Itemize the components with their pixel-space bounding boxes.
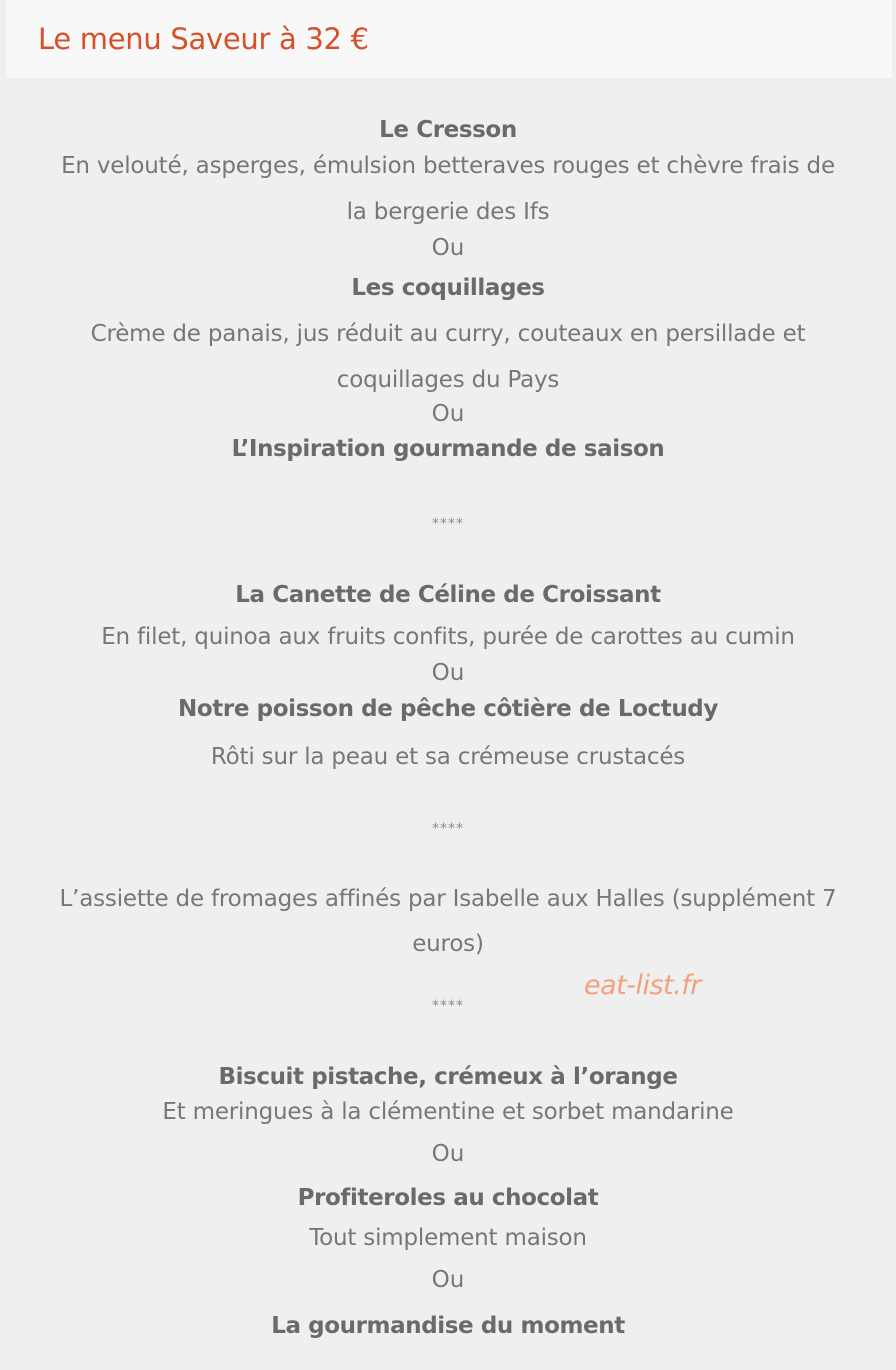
- entree-2-desc-line2: coquillages du Pays: [336, 367, 560, 393]
- course-separator: ****: [432, 516, 464, 532]
- dessert-2-desc: Tout simplement maison: [309, 1225, 587, 1251]
- plat-2-desc: Rôti sur la peau et sa crémeuse crustacés: [210, 744, 686, 770]
- entree-1-desc-line1: En velouté, asperges, émulsion betteraves rouges et chèvre frais de: [61, 153, 835, 179]
- entree-1-desc-line2: la bergerie des Ifs: [346, 199, 550, 225]
- course-separator: ****: [432, 821, 464, 837]
- dessert-or-1: Ou: [431, 1141, 465, 1167]
- dessert-2-title: Profiteroles au chocolat: [297, 1185, 599, 1211]
- plat-1-desc: En filet, quinoa aux fruits confits, purée de carottes au cumin: [101, 624, 795, 650]
- menu-header: [6, 0, 892, 78]
- dessert-1-title: Biscuit pistache, crémeux à l’orange: [218, 1064, 678, 1090]
- course-separator: ****: [432, 998, 464, 1014]
- entree-3-title: L’Inspiration gourmande de saison: [231, 436, 665, 462]
- fromage-line1: L’assiette de fromages affinés par Isabelle aux Halles (supplément 7: [59, 886, 837, 912]
- dessert-or-2: Ou: [431, 1267, 465, 1293]
- menu-title: Le menu Saveur à 32 €: [38, 22, 369, 56]
- plat-2-title: Notre poisson de pêche côtière de Loctudy: [178, 696, 718, 722]
- entree-2-title: Les coquillages: [351, 275, 545, 301]
- entree-or-2: Ou: [431, 401, 465, 427]
- entree-1-title: Le Cresson: [379, 117, 517, 143]
- dessert-1-desc: Et meringues à la clémentine et sorbet mandarine: [162, 1099, 734, 1125]
- entree-or-1: Ou: [431, 235, 465, 261]
- dessert-3-title: La gourmandise du moment: [271, 1313, 625, 1339]
- watermark-logo: eat-list.fr: [584, 970, 701, 1001]
- plat-1-title: La Canette de Céline de Croissant: [235, 582, 661, 608]
- plat-or-1: Ou: [431, 660, 465, 686]
- fromage-line2: euros): [412, 931, 484, 957]
- entree-2-desc-line1: Crème de panais, jus réduit au curry, couteaux en persillade et: [90, 321, 806, 347]
